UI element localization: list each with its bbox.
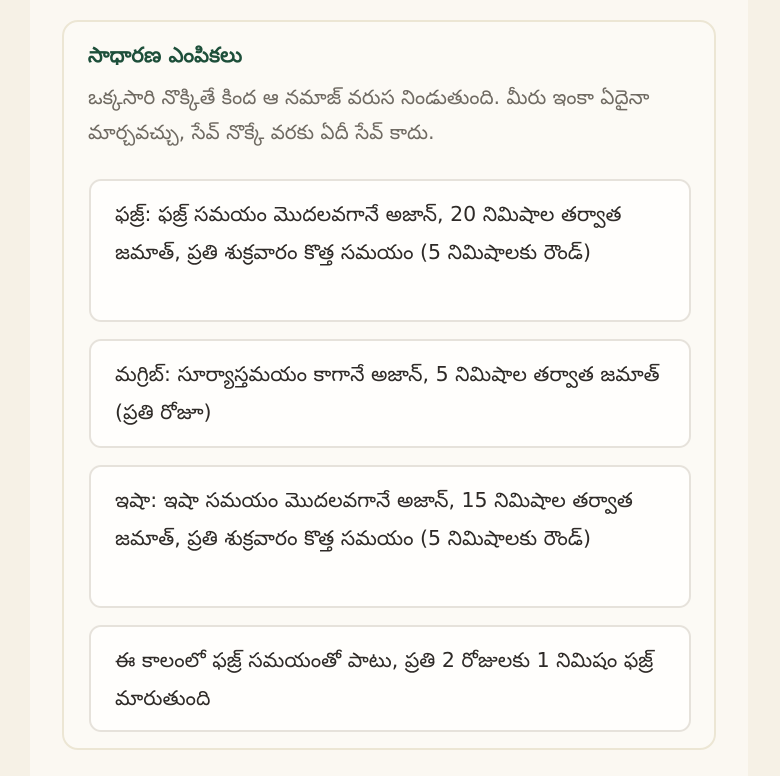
preset-option-fajr-shift[interactable] bbox=[89, 625, 691, 732]
panel-title: సాధారణ ఎంపికలు bbox=[88, 43, 243, 67]
preset-option-maghrib[interactable] bbox=[89, 339, 691, 448]
preset-option-label: ఈ కాలంలో ఫజ్ర్ సమయంతో పాటు, ప్రతి 2 రోజులకు 1 నిమిషం ఫజ్ర్ మారుతుంది bbox=[115, 648, 654, 710]
preset-option-label: ఫజ్ర్: ఫజ్ర్ సమయం మొదలవగానే అజాన్, 20 నిమిషాల తర్వాత జమాత్, ప్రతి శుక్రవారం కొత్త సమయం (5 నిమిషాలకు రౌండ్) bbox=[115, 202, 622, 264]
preset-option-isha[interactable] bbox=[89, 465, 691, 608]
preset-option-fajr[interactable] bbox=[89, 179, 691, 322]
common-options-panel bbox=[62, 20, 716, 750]
preset-option-label: ఇషా: ఇషా సమయం మొదలవగానే అజాన్, 15 నిమిషాల తర్వాత జమాత్, ప్రతి శుక్రవారం కొత్త సమయం (5 నిమిషాలకు రౌండ్) bbox=[115, 488, 633, 550]
preset-option-label: మగ్రిబ్: సూర్యాస్తమయం కాగానే అజాన్, 5 నిమిషాల తర్వాత జమాత్ (ప్రతి రోజూ) bbox=[115, 362, 660, 424]
panel-description: ఒక్కసారి నొక్కితే కింద ఆ నమాజ్ వరుస నిండుతుంది. మీరు ఇంకా ఏదైనా మార్చవచ్చు, సేవ్ నొక్కే వరకు ఏదీ సేవ్ కాదు. bbox=[88, 85, 650, 144]
